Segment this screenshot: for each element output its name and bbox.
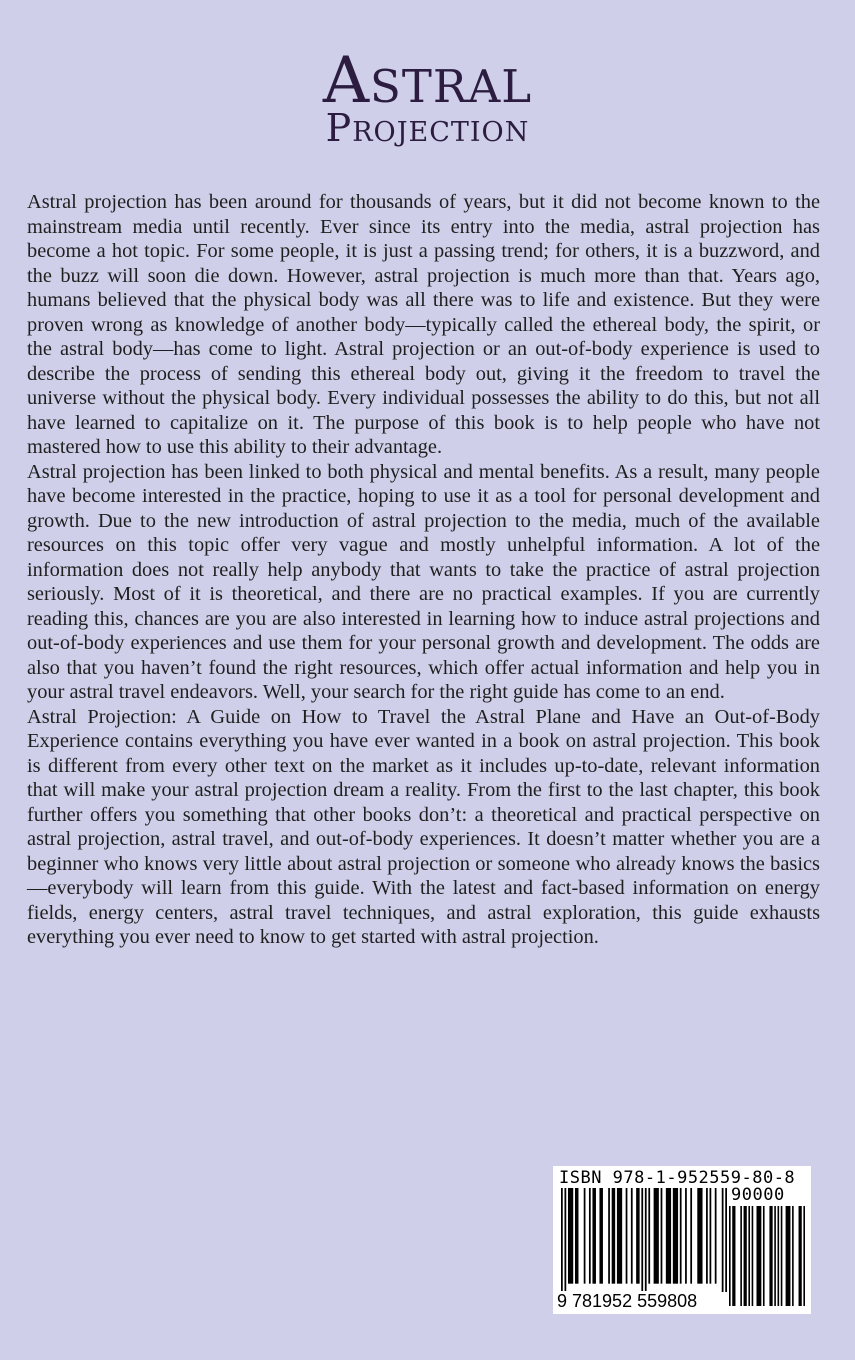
addon-bars bbox=[729, 1206, 805, 1306]
barcode-bar bbox=[661, 1188, 663, 1284]
barcode-bar bbox=[786, 1206, 791, 1306]
barcode-bar bbox=[729, 1206, 731, 1306]
price-code: 90000 bbox=[731, 1185, 785, 1205]
barcode-bar bbox=[769, 1206, 772, 1306]
barcode-bar bbox=[685, 1188, 687, 1284]
ean-digits: 9 781952 559808 bbox=[557, 1291, 698, 1311]
barcode-bar bbox=[599, 1188, 602, 1284]
barcode-bar bbox=[645, 1188, 647, 1292]
barcode-bar bbox=[697, 1188, 702, 1284]
barcode-bar bbox=[589, 1188, 591, 1284]
barcode-bar bbox=[722, 1188, 724, 1292]
barcode-bar bbox=[564, 1188, 566, 1292]
barcode-bar bbox=[584, 1188, 586, 1284]
barcode-bar bbox=[592, 1188, 595, 1284]
barcode-bar bbox=[568, 1188, 573, 1284]
barcode-bar bbox=[636, 1188, 639, 1284]
barcode-bar bbox=[690, 1188, 692, 1284]
book-title bbox=[0, 44, 855, 150]
blurb-paragraph-1: Astral projection has been around for thousands of years, but it did not become known to the mainstream media until recently. Ever since its entry into the media, astral projection has become a hot topic. For some people, it is just a passing trend; for others, it is a buzzword, and the buzz will soon die down. However, astral projection is much more than that. Years ago, humans believed that the physical body was all there was to life and existence. But they were proven wrong as knowledge of another body—typically called the ethereal body, the spirit, or the astral body—has come to light. Astral projection or an out-of-body experience is used to describe the process of sending this ethereal body out, giving it the freedom to travel the universe without the physical body. Every individual possesses the ability to do this, but not all have learned to capitalize on it. The purpose of this book is to help people who have not mastered how to use this ability to their advantage. bbox=[27, 191, 820, 458]
barcode-bar bbox=[752, 1206, 754, 1306]
barcode-bar bbox=[608, 1188, 610, 1284]
barcode-bar bbox=[756, 1206, 761, 1306]
barcode-bar bbox=[575, 1188, 578, 1284]
barcode-bar bbox=[612, 1188, 615, 1284]
barcode-bar bbox=[803, 1206, 805, 1306]
barcode-bar bbox=[778, 1206, 780, 1306]
barcode-bar bbox=[561, 1188, 563, 1292]
barcode-bar bbox=[799, 1206, 802, 1306]
barcode-bar bbox=[732, 1206, 735, 1306]
blurb-text bbox=[27, 190, 820, 950]
barcode-bar bbox=[648, 1188, 650, 1284]
barcode-bar bbox=[744, 1206, 747, 1306]
barcode-bar bbox=[673, 1188, 678, 1284]
barcode-bar bbox=[725, 1188, 727, 1292]
barcode-bar bbox=[792, 1206, 794, 1306]
barcode-bar bbox=[654, 1188, 659, 1284]
barcode-bar bbox=[763, 1206, 765, 1306]
barcode-bar bbox=[710, 1188, 712, 1284]
barcode-bar bbox=[641, 1188, 643, 1292]
barcode-bar bbox=[617, 1188, 622, 1284]
barcode-bar bbox=[666, 1188, 671, 1284]
barcode-bar bbox=[774, 1206, 776, 1306]
barcode-bar bbox=[748, 1206, 750, 1306]
barcode-bar bbox=[715, 1188, 717, 1284]
blurb-paragraph-2: Astral projection has been linked to both physical and mental benefits. As a result, many people have become interested in the practice, hoping to use it as a tool for personal development and growth. Due to the new introduction of astral projection to the media, much of the available resources on this topic offer very vague and mostly unhelpful information. A lot of the information does not really help anybody that wants to take the practice of astral projection seriously. Most of it is theoretical, and there are no practical examples. If you are currently reading this, chances are you are also interested in learning how to induce astral projections and out-of-body experiences and use them for your personal growth and development. The odds are also that you haven’t found the right resources, which offer actual information and help you in your astral travel endeavors. Well, your search for the right guide has come to an end. bbox=[27, 460, 820, 703]
barcode-bar bbox=[680, 1188, 682, 1284]
barcode-bar bbox=[781, 1206, 783, 1306]
barcode-bar bbox=[706, 1188, 708, 1284]
barcode-bar bbox=[740, 1206, 742, 1306]
ean13-bars bbox=[561, 1188, 727, 1292]
isbn-barcode bbox=[553, 1166, 811, 1314]
isbn-label: ISBN 978-1-952559-80-8 bbox=[559, 1168, 796, 1188]
blurb-paragraph-3: Astral Projection: A Guide on How to Travel the Astral Plane and Have an Out-of-Body Experience contains everything you have ever wanted in a book on astral projection. This book is different from every other text on the market as it includes up-to-date, relevant information that will make your astral projection dream a reality. From the first to the last chapter, this book further offers you something that other books don’t: a theoretical and practical perspective on astral projection, astral travel, and out-of-body experiences. It doesn’t matter whether you are a beginner who knows very little about astral projection or someone who already knows the basics—everybody will learn from this guide. With the latest and fact-based information on energy fields, energy centers, astral travel techniques, and astral exploration, this guide exhausts everything you ever need to know to get started with astral projection. bbox=[27, 705, 820, 948]
barcode-bar bbox=[631, 1188, 633, 1284]
title-main: Astral bbox=[322, 44, 533, 118]
title-sub: Projection bbox=[325, 106, 530, 150]
barcode-bar bbox=[626, 1188, 628, 1284]
